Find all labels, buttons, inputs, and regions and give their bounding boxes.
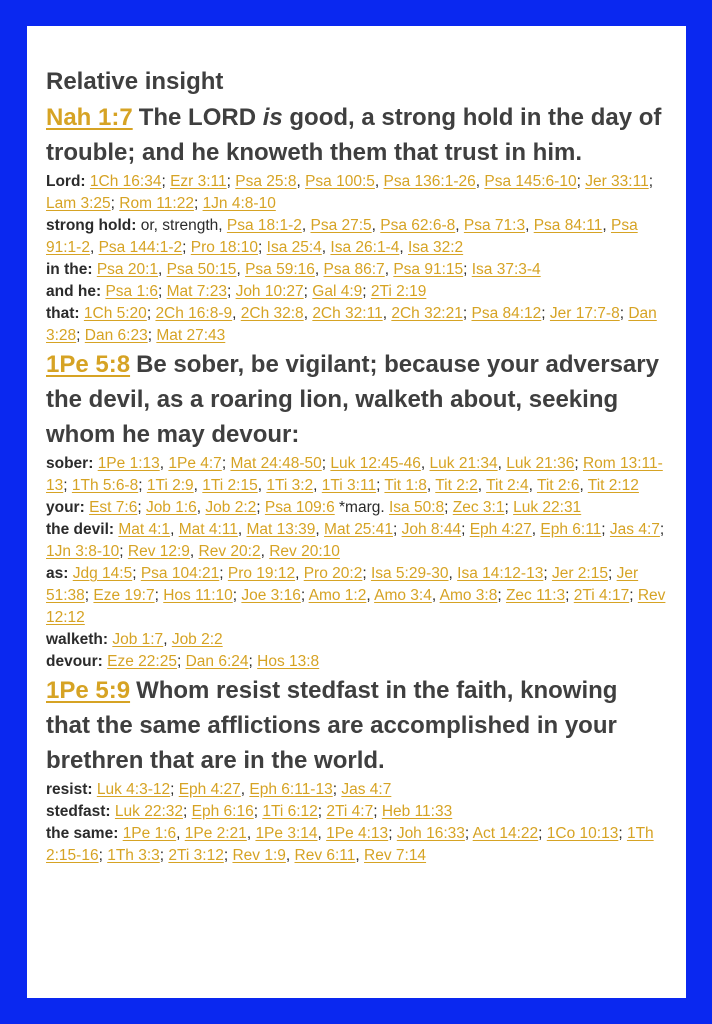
reference-link[interactable]: 1Pe 4:7 [168,455,222,472]
cross-reference-note [46,629,666,651]
note-label: the same: [46,825,119,842]
note-label: that: [46,305,80,322]
reference-link[interactable]: Psa 104:21 [140,565,220,582]
reference-link[interactable]: Job 1:6 [145,499,197,516]
separator: ; [373,803,382,820]
separator: , [196,499,206,516]
separator: ; [154,587,164,604]
separator: ; [659,521,665,538]
cross-reference-note [46,563,666,629]
reference-link[interactable]: Amo 3:4 [374,587,432,604]
reference-link[interactable]: 1Ti 2:15 [202,477,258,494]
separator: , [475,173,485,190]
reference-link[interactable]: Eze 19:7 [93,587,155,604]
reference-link[interactable]: Eze 22:25 [107,653,177,670]
reference-link[interactable]: Psa 86:7 [323,261,385,278]
reference-link[interactable]: Luk 4:3-12 [96,781,171,798]
reference-link[interactable]: Tit 2:2 [435,477,478,494]
reference-link[interactable]: Joh 10:27 [235,283,304,300]
reference-link[interactable]: Mat 4:1 [118,521,171,538]
separator: ; [601,521,610,538]
separator: , [525,217,534,234]
reference-link[interactable]: 1Th 2:15-16 [46,825,654,864]
reference-link[interactable]: Pro 20:2 [303,565,363,582]
reference-link[interactable]: Psa 84:11 [533,217,603,234]
verse-1 [46,347,666,452]
separator: , [232,305,241,322]
reference-link[interactable]: Psa 100:5 [305,173,375,190]
reference-link[interactable]: 1Ti 2:9 [146,477,194,494]
note-label: your: [46,499,85,516]
separator: ; [248,653,258,670]
insight-card [27,26,686,998]
separator: ; [137,499,146,516]
reference-link[interactable]: 1Pe 2:21 [184,825,247,842]
separator: ; [193,195,203,212]
separator: ; [182,239,191,256]
reference-link[interactable]: 2Ch 32:11 [312,305,383,322]
reference-link[interactable]: Eph 4:27 [469,521,532,538]
separator: ; [300,587,309,604]
reference-link[interactable]: Zec 3:1 [452,499,505,516]
reference-link[interactable]: Isa 5:29-30 [370,565,449,582]
reference-link[interactable]: Pro 18:10 [190,239,259,256]
separator: , [240,781,250,798]
separator: ; [619,305,629,322]
separator: , [426,477,436,494]
separator: , [89,239,99,256]
separator: ; [226,173,236,190]
reference-link[interactable]: Eph 6:11 [540,521,602,538]
reference-link[interactable]: Psa 27:5 [310,217,372,234]
reference-link[interactable]: Rev 20:10 [269,543,340,560]
separator: ; [98,847,108,864]
separator: ; [76,327,85,344]
separator: ; [362,283,371,300]
separator: ; [170,781,179,798]
separator: ; [226,283,236,300]
reference-link[interactable]: Job 1:7 [112,631,164,648]
separator: , [528,477,537,494]
reference-link[interactable]: Jas 4:7 [609,521,660,538]
reference-link[interactable]: Gal 4:9 [312,283,363,300]
separator: , [170,521,179,538]
cross-reference-note [46,259,666,281]
reference-link[interactable]: 1Jn 4:8-10 [202,195,276,212]
separator: ; [223,847,233,864]
note-label: devour: [46,653,103,670]
separator: ; [629,587,638,604]
separator: ; [221,455,231,472]
separator: ; [362,565,371,582]
reference-link[interactable]: Tit 2:4 [486,477,529,494]
separator: ; [618,825,627,842]
cross-reference-note [46,497,666,519]
reference-link[interactable]: Eph 4:27 [178,781,241,798]
reference-link[interactable]: Amo 3:8 [439,587,498,604]
verse-ref-link[interactable]: 1Pe 5:8 [46,351,131,378]
reference-link[interactable]: Isa 32:2 [407,239,464,256]
reference-link[interactable]: Luk 12:45-46 [330,455,421,472]
reference-link[interactable]: 1Ch 16:34 [89,173,162,190]
reference-link[interactable]: Joe 3:16 [241,587,301,604]
reference-link[interactable]: Psa 62:6-8 [380,217,456,234]
verse-2 [46,673,666,778]
reference-link[interactable]: 1Jn 3:8-10 [46,543,120,560]
reference-link[interactable]: Job 2:2 [171,631,223,648]
reference-link[interactable]: Isa 25:4 [266,239,322,256]
note-label: resist: [46,781,93,798]
cross-reference-note [46,215,666,259]
separator: , [159,455,169,472]
reference-link[interactable]: Rev 7:14 [364,847,427,864]
separator: , [366,587,375,604]
reference-link[interactable]: Psa 91:15 [393,261,464,278]
reference-link[interactable]: Psa 136:1-26 [383,173,476,190]
note-label: Lord: [46,173,86,190]
cross-reference-note [46,651,666,673]
reference-link[interactable]: Isa 50:8 [388,499,445,516]
separator: ; [463,261,472,278]
reference-link[interactable]: Psa 91:1-2 [46,217,638,256]
reference-link[interactable]: Psa 59:16 [245,261,315,278]
separator: ; [183,803,192,820]
note-label: the devil: [46,521,115,538]
separator: ; [132,565,141,582]
note-label: walketh: [46,631,109,648]
separator: ; [159,847,169,864]
reference-link[interactable]: 1Pe 1:13 [97,455,160,472]
verse-0 [46,100,666,170]
separator: , [236,261,246,278]
reference-link[interactable]: Luk 22:32 [114,803,184,820]
separator: ; [119,543,128,560]
reference-link[interactable]: Psa 144:1-2 [98,239,183,256]
reference-link[interactable]: Mat 27:43 [156,327,226,344]
separator: ; [543,565,552,582]
reference-link[interactable]: Jer 51:38 [46,565,639,604]
separator: ; [321,455,331,472]
reference-link[interactable]: Jer 17:7-8 [549,305,620,322]
reference-link[interactable]: 1Ch 5:20 [83,305,147,322]
separator: , [285,847,295,864]
separator: , [602,217,611,234]
reference-link[interactable]: Psa 25:8 [235,173,297,190]
separator: ; [138,477,147,494]
reference-link[interactable]: Dan 6:23 [84,327,148,344]
cross-reference-note [46,779,666,801]
separator: ; [161,173,171,190]
reference-link[interactable]: Psa 1:6 [105,283,158,300]
separator: ; [565,587,574,604]
reference-link[interactable]: Pro 19:12 [227,565,296,582]
reference-link[interactable]: Isa 26:1-4 [330,239,400,256]
reference-link[interactable]: 2Ti 4:7 [326,803,374,820]
verse-text: Whom resist stedfast in the faith, knowing that the same afflictions are accomplished in your brethren that are in the world. [46,677,618,774]
separator: , [382,305,392,322]
reference-link[interactable]: Joh 16:33 [396,825,465,842]
cross-reference-note [46,281,666,303]
note-text: *marg. [334,499,389,516]
note-label: in the: [46,261,93,278]
separator: ; [607,565,617,582]
reference-link[interactable]: Jas 4:7 [341,781,392,798]
verse-text-cont: good, a strong hold in the day of trouble; and he knoweth them that trust in him. [46,104,662,166]
separator: ; [158,283,167,300]
reference-link[interactable]: Rev 12:12 [46,587,666,626]
reference-link[interactable]: Psa 109:6 [264,499,335,516]
reference-link[interactable]: 2Ch 32:8 [240,305,304,322]
reference-link[interactable]: Dan 6:24 [185,653,249,670]
separator: , [237,521,247,538]
verse-text: Be sober, be vigilant; because your adversary the devil, as a roaring lion, walketh about, seeking whom he may devour: [46,351,659,448]
reference-link[interactable]: Isa 14:12-13 [457,565,544,582]
separator: , [384,261,394,278]
reference-link[interactable]: 1Ti 3:11 [321,477,377,494]
note-label: and he: [46,283,102,300]
reference-link[interactable]: 2Ti 2:19 [370,283,427,300]
separator: , [374,173,384,190]
separator: ; [258,239,267,256]
separator: , [158,261,167,278]
separator: ; [63,477,72,494]
reference-link[interactable]: Heb 11:33 [381,803,453,820]
separator: ; [110,195,120,212]
separator: , [246,825,256,842]
separator: , [321,239,331,256]
separator: ; [392,521,402,538]
reference-link[interactable]: Act 14:22 [472,825,539,842]
reference-link[interactable]: Joh 8:44 [401,521,462,538]
note-label: strong hold: [46,217,137,234]
reference-link[interactable]: 1Th 5:6-8 [71,477,139,494]
separator: ; [256,499,265,516]
cross-reference-note [46,303,666,347]
reference-link[interactable]: Hos 11:10 [163,587,233,604]
reference-link[interactable]: Dan 3:28 [46,305,657,344]
reference-link[interactable]: Luk 22:31 [513,499,582,516]
separator: ; [538,825,547,842]
page-title: Relative insight [46,68,224,95]
separator: ; [541,305,550,322]
separator: , [189,543,199,560]
separator: , [371,217,381,234]
reference-link[interactable]: 1Ti 6:12 [262,803,318,820]
reference-link[interactable]: Job 2:2 [205,499,257,516]
reference-link[interactable]: Jdg 14:5 [72,565,133,582]
sections-container [46,100,666,867]
separator: , [314,261,324,278]
separator: ; [461,521,470,538]
note-label: as: [46,565,69,582]
separator: ; [84,587,94,604]
reference-link[interactable]: Rom 13:11-13 [46,455,663,494]
separator: ; [504,499,514,516]
separator: , [531,521,541,538]
reference-link[interactable]: 1Co 10:13 [546,825,619,842]
reference-link[interactable]: Luk 21:36 [506,455,575,472]
reference-link[interactable]: Hos 13:8 [257,653,320,670]
cross-reference-note [46,171,666,215]
separator: , [399,239,408,256]
verse-text: The LORD [138,104,263,131]
reference-link[interactable]: Tit 1:8 [384,477,427,494]
separator: ; [219,565,228,582]
separator: ; [576,173,586,190]
reference-link[interactable]: Psa 18:1-2 [226,217,302,234]
reference-link[interactable]: Eph 6:11-13 [249,781,333,798]
reference-link[interactable]: Ezr 3:11 [170,173,227,190]
reference-link[interactable]: Rev 1:9 [232,847,286,864]
reference-link[interactable]: Lam 3:25 [46,195,111,212]
separator: , [420,455,430,472]
separator: , [257,477,267,494]
reference-link[interactable]: 1Pe 3:14 [255,825,318,842]
separator: ; [464,825,473,842]
reference-link[interactable]: Tit 2:6 [536,477,580,494]
verse-ref-link[interactable]: Nah 1:7 [46,104,133,131]
separator: , [355,847,365,864]
separator: , [315,521,325,538]
reference-link[interactable]: Zec 11:3 [505,587,566,604]
reference-link[interactable]: Eph 6:16 [191,803,254,820]
reference-link[interactable]: 2Ti 3:12 [168,847,224,864]
reference-link[interactable]: Psa 84:12 [471,305,542,322]
reference-link[interactable]: 1Pe 1:6 [122,825,177,842]
separator: ; [332,781,342,798]
separator: ; [146,305,156,322]
verse-ref-link[interactable]: 1Pe 5:9 [46,677,131,704]
note-label: sober: [46,455,94,472]
separator: ; [253,803,263,820]
separator: ; [444,499,453,516]
separator: , [193,477,203,494]
separator: , [260,543,270,560]
reference-link[interactable]: Mat 13:39 [246,521,316,538]
separator: , [176,825,185,842]
reference-link[interactable]: Mat 25:41 [324,521,393,538]
separator: , [448,565,458,582]
separator: , [455,217,464,234]
separator: ; [574,455,583,472]
separator: ; [462,305,472,322]
reference-link[interactable]: Isa 37:3-4 [471,261,541,278]
reference-link[interactable]: Rom 11:22 [119,195,194,212]
separator: ; [376,477,385,494]
cross-reference-note [46,519,666,563]
reference-link[interactable]: Tit 2:12 [587,477,639,494]
reference-link[interactable]: Jer 33:11 [585,173,649,190]
reference-link[interactable]: Rev 12:9 [127,543,190,560]
reference-link[interactable]: Rev 6:11 [294,847,356,864]
separator: ; [388,825,397,842]
separator: , [313,477,322,494]
cross-reference-note [46,453,666,497]
reference-link[interactable]: Mat 4:11 [178,521,238,538]
separator: ; [176,653,186,670]
reference-link[interactable]: Psa 50:15 [166,261,237,278]
reference-link[interactable]: 2Ch 16:8-9 [155,305,233,322]
separator: ; [648,173,654,190]
reference-link[interactable]: Psa 71:3 [463,217,526,234]
separator: , [163,631,172,648]
separator: , [295,565,304,582]
separator: ; [497,587,506,604]
reference-link[interactable]: Psa 145:6-10 [484,173,577,190]
separator: , [477,477,487,494]
reference-link[interactable]: Psa 20:1 [96,261,158,278]
reference-link[interactable]: 1Pe 4:13 [326,825,389,842]
separator: , [303,305,313,322]
reference-link[interactable]: 2Ti 4:17 [573,587,630,604]
cross-reference-note [46,823,666,867]
reference-link[interactable]: 2Ch 32:21 [391,305,463,322]
reference-link[interactable]: Rev 20:2 [198,543,261,560]
cross-reference-note [46,801,666,823]
separator: ; [303,283,313,300]
reference-link[interactable]: 1Ti 3:2 [266,477,314,494]
separator: , [317,825,327,842]
reference-link[interactable]: Amo 1:2 [308,587,367,604]
reference-link[interactable]: Luk 21:34 [429,455,498,472]
separator: , [497,455,507,472]
separator: ; [147,327,157,344]
reference-link[interactable]: Mat 7:23 [166,283,227,300]
separator: ; [317,803,327,820]
separator: ; [232,587,242,604]
note-text: or, strength, [140,217,227,234]
reference-link[interactable]: Jer 2:15 [551,565,608,582]
separator: , [579,477,588,494]
verse-text-italic: is [262,104,283,131]
separator: , [301,217,311,234]
reference-link[interactable]: 1Th 3:3 [107,847,160,864]
separator: , [296,173,306,190]
separator: , [431,587,440,604]
reference-link[interactable]: Est 7:6 [89,499,138,516]
reference-link[interactable]: Mat 24:48-50 [230,455,322,472]
note-label: stedfast: [46,803,111,820]
